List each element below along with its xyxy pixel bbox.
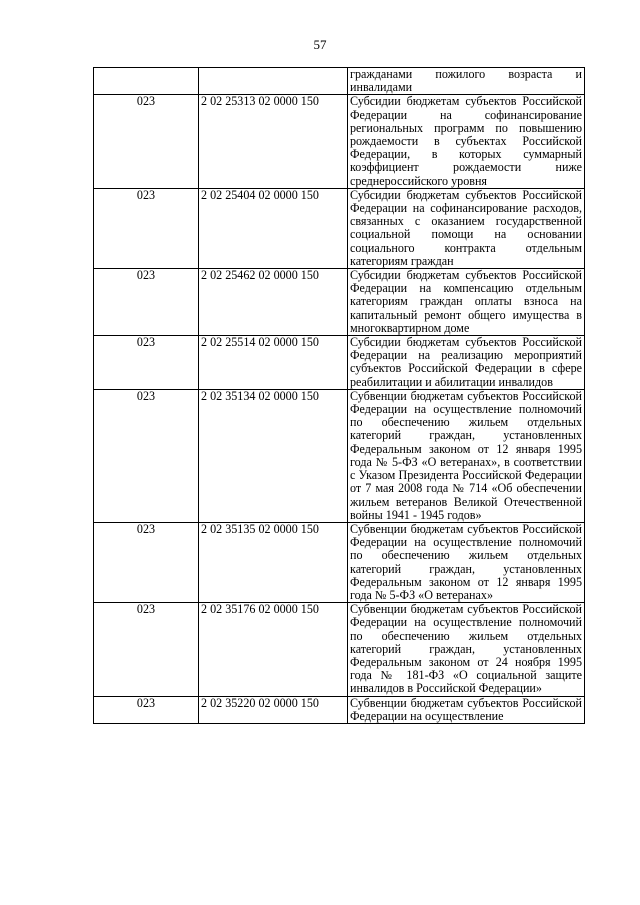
budget-code-cell: 2 02 25462 02 0000 150 <box>199 269 348 336</box>
budget-code-cell <box>199 68 348 95</box>
budget-code-cell: 2 02 35135 02 0000 150 <box>199 522 348 602</box>
admin-code-cell: 023 <box>94 269 199 336</box>
budget-code-cell: 2 02 25313 02 0000 150 <box>199 95 348 188</box>
revenue-name-text: Субвенции бюджетам субъектов Российской Федерации на осуществление <box>350 695 582 723</box>
revenue-name-text: Субсидии бюджетам субъектов Российской Федерации на компенсацию отдельным категориям граждан оплаты взноса на капитальный ремонт общего имущества в многоквартирном доме <box>350 268 582 335</box>
revenue-name-text: гражданами пожилого возраста и инвалидами <box>350 67 582 95</box>
table-row <box>94 603 585 696</box>
revenue-name-cell <box>348 269 585 336</box>
admin-code-cell: 023 <box>94 336 199 390</box>
revenue-name-text: Субсидии бюджетам субъектов Российской Федерации на реализацию мероприятий субъектов Российской Федерации в сфере реабилитации и абилитации инвалидов <box>350 335 582 389</box>
admin-code-cell: 023 <box>94 95 199 188</box>
table-row <box>94 389 585 522</box>
revenue-name-cell <box>348 95 585 188</box>
revenue-name-cell <box>348 188 585 268</box>
revenue-name-cell <box>348 522 585 602</box>
revenue-name-cell <box>348 68 585 95</box>
revenue-name-text: Субвенции бюджетам субъектов Российской Федерации на осуществление полномочий по обеспечению жильем отдельных категорий граждан, установленных Федеральным законом от 24 ноября 1995 года № 181-ФЗ «О социальной защите инвалидов в Российской Федерации» <box>350 602 582 696</box>
admin-code-cell: 023 <box>94 188 199 268</box>
revenue-name-text: Субсидии бюджетам субъектов Российской Федерации на софинансирование расходов, связанных с оказанием государственной социальной помощи на основании социального контракта отдельным категориям граждан <box>350 187 582 268</box>
revenue-name-text: Субсидии бюджетам субъектов Российской Федерации на софинансирование региональных программ по повышению рождаемости в субъектах Российской Федерации, в которых суммарный коэффициент рождаемости ниже среднероссийского уровня <box>350 94 582 188</box>
budget-code-cell: 2 02 35176 02 0000 150 <box>199 603 348 696</box>
table-row <box>94 269 585 336</box>
budget-code-cell: 2 02 25514 02 0000 150 <box>199 336 348 390</box>
table-row <box>94 68 585 95</box>
revenue-name-cell <box>348 603 585 696</box>
revenue-name-cell <box>348 336 585 390</box>
budget-code-cell: 2 02 25404 02 0000 150 <box>199 188 348 268</box>
table-row <box>94 336 585 390</box>
budget-code-cell: 2 02 35134 02 0000 150 <box>199 389 348 522</box>
admin-code-cell: 023 <box>94 389 199 522</box>
table-row <box>94 522 585 602</box>
table-row <box>94 696 585 723</box>
admin-code-cell: 023 <box>94 696 199 723</box>
revenue-name-cell <box>348 389 585 522</box>
revenue-name-text: Субвенции бюджетам субъектов Российской Федерации на осуществление полномочий по обеспечению жильем отдельных категорий граждан, установленных Федеральным законом от 12 января 1995 года № 5-ФЗ «О ветеранах», в соответствии с Указом Президента Российской Федерации от 7 мая 2008 года № 714 «Об обеспечении жильем ветеранов Великой Отечественной войны 1941 - 1945 годов» <box>350 388 582 522</box>
budget-codes-table <box>93 67 585 724</box>
admin-code-cell: 023 <box>94 603 199 696</box>
revenue-name-text: Субвенции бюджетам субъектов Российской Федерации на осуществление полномочий по обеспечению жильем отдельных категорий граждан, установленных Федеральным законом от 12 января 1995 года № 5-ФЗ «О ветеранах» <box>350 521 582 602</box>
page-number: 57 <box>313 37 327 52</box>
table-row <box>94 188 585 268</box>
admin-code-cell: 023 <box>94 522 199 602</box>
admin-code-cell <box>94 68 199 95</box>
table-row <box>94 95 585 188</box>
budget-code-cell: 2 02 35220 02 0000 150 <box>199 696 348 723</box>
revenue-name-cell <box>348 696 585 723</box>
